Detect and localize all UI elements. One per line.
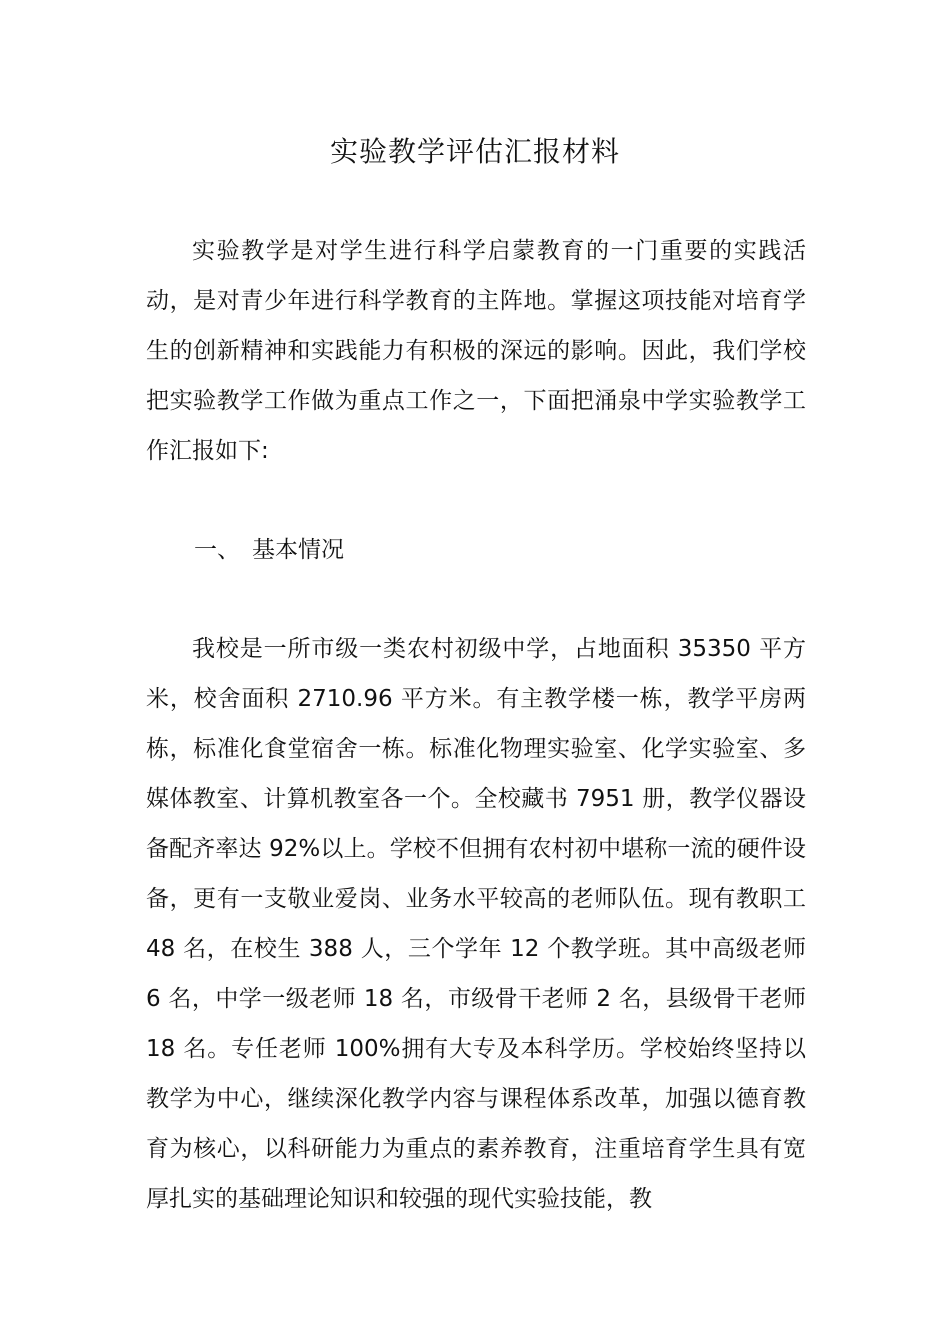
section-number: 一、 <box>194 537 240 563</box>
document-title: 实验教学评估汇报材料 <box>329 135 620 168</box>
section-title: 基本情况 <box>252 537 344 563</box>
intro-paragraph: 实验教学是对学生进行科学启蒙教育的一门重要的实践活动，是对青少年进行科学教育的主阵地。掌握这项技能对培育学生的创新精神和实践能力有积极的深远的影响。因此，我们学校把实验教学工作做为重点工作之一，下面把涌泉中学实验教学工作汇报如下: <box>146 238 806 464</box>
body-paragraph: 我校是一所市级一类农村初级中学，占地面积 35350 平方米，校舍面积 2710.96 平方米。有主教学楼一栋，教学平房两栋，标准化食堂宿舍一栋。标准化物理实验室、化学实验室、多媒体教室、计算机教室各一个。全校藏书 7951 册，教学仪器设备配齐率达 92%以上。学校不但拥有农村初中堪称一流的硬件设备，更有一支敬业爱岗、业务水平较高的老师队伍。现有教职工 48 名，在校生 388 人，三个学年 12 个教学班。其中高级老师 6 名，中学一级老师 18 名，市级骨干老师 2 名，县级骨干老师 18 名。专任老师 100%拥有大专及本科学历。学校始终坚持以教学为中心，继续深化教学内容与课程体系改革，加强以德育教育为核心，以科研能力为重点的素养教育，注重培育学生具有宽厚扎实的基础理论知识和较强的现代实验技能，教 <box>146 636 806 1212</box>
section-heading <box>194 525 344 575</box>
